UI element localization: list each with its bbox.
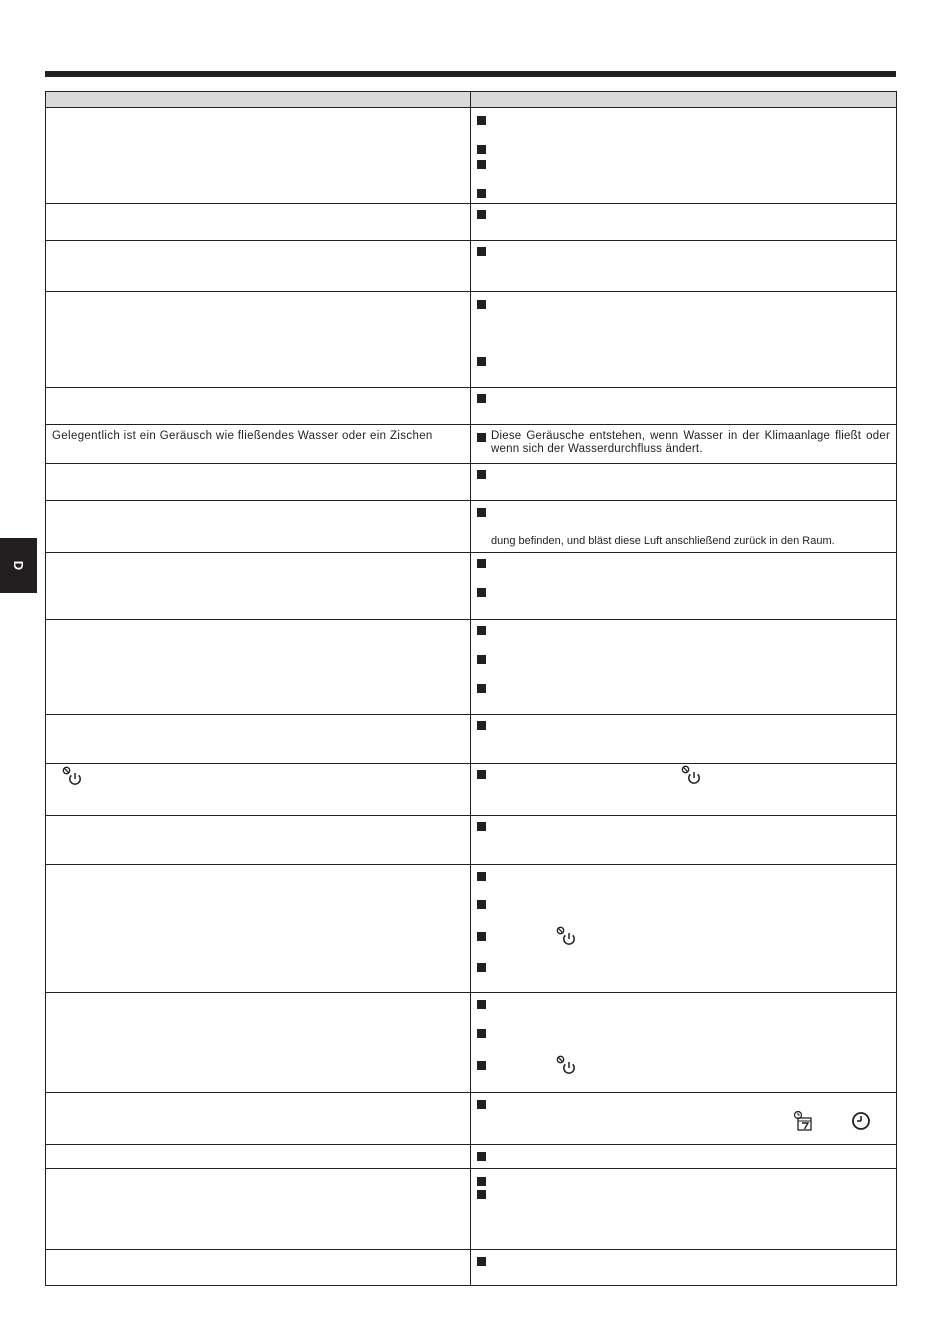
timer-off-power-icon bbox=[556, 926, 576, 946]
bullet-icon bbox=[477, 626, 486, 635]
troubleshooting-table bbox=[45, 91, 897, 1286]
explanation-cell bbox=[471, 1169, 896, 1249]
bullet-icon bbox=[477, 357, 486, 366]
explanation-cell bbox=[471, 464, 896, 500]
symptom-cell bbox=[46, 993, 470, 1092]
bullet-icon bbox=[477, 508, 486, 517]
weekly-timer-icon bbox=[793, 1110, 815, 1132]
bullet-icon bbox=[477, 1152, 486, 1161]
explanation-cell bbox=[471, 993, 896, 1092]
explanation-cell bbox=[471, 241, 896, 291]
timer-off-power-icon bbox=[556, 1055, 576, 1075]
symptom-cell bbox=[46, 1145, 470, 1168]
explanation-column-header bbox=[471, 92, 897, 108]
symptom-cell bbox=[46, 204, 470, 240]
explanation-cell bbox=[471, 816, 896, 864]
explanation-cell bbox=[471, 865, 896, 992]
table-row bbox=[46, 501, 897, 553]
table-row bbox=[46, 204, 897, 241]
bullet-icon bbox=[477, 932, 486, 941]
bullet-icon bbox=[477, 1000, 486, 1009]
symptom-cell bbox=[46, 241, 470, 291]
symptom-cell bbox=[46, 425, 470, 463]
clock-icon bbox=[851, 1111, 871, 1131]
side-tab-label: D bbox=[10, 560, 26, 571]
explanation-cell bbox=[471, 501, 896, 552]
symptom-text: Gelegentlich ist ein Geräusch wie fließendes Wasser oder ein Zischen bbox=[52, 430, 433, 442]
table-row bbox=[46, 464, 897, 501]
timer-off-power-icon bbox=[681, 765, 701, 785]
explanation-continuation-text: dung befinden, und bläst diese Luft anschließend zurück in den Raum. bbox=[491, 535, 835, 547]
symptom-cell bbox=[46, 865, 470, 992]
language-side-tab bbox=[0, 538, 37, 593]
bullet-icon bbox=[477, 210, 486, 219]
bullet-icon bbox=[477, 433, 486, 442]
symptom-cell bbox=[46, 1169, 470, 1249]
table-row bbox=[46, 764, 897, 816]
bullet-icon bbox=[477, 1257, 486, 1266]
bullet-icon bbox=[477, 247, 486, 256]
explanation-cell bbox=[471, 108, 896, 203]
explanation-cell bbox=[471, 292, 896, 387]
table-row bbox=[46, 108, 897, 204]
table-row bbox=[46, 1250, 897, 1286]
symptom-cell bbox=[46, 553, 470, 619]
table-row bbox=[46, 1093, 897, 1145]
symptom-cell bbox=[46, 501, 470, 552]
table-row bbox=[46, 1169, 897, 1250]
bullet-icon bbox=[477, 900, 486, 909]
bullet-icon bbox=[477, 189, 486, 198]
bullet-icon bbox=[477, 963, 486, 972]
table-row bbox=[46, 241, 897, 292]
table-row bbox=[46, 553, 897, 620]
timer-off-power-icon bbox=[62, 766, 82, 786]
bullet-icon bbox=[477, 559, 486, 568]
table-row bbox=[46, 715, 897, 764]
symptom-cell bbox=[46, 1250, 470, 1285]
symptom-cell bbox=[46, 292, 470, 387]
bullet-icon bbox=[477, 822, 486, 831]
symptom-cell bbox=[46, 1093, 470, 1144]
bullet-icon bbox=[477, 684, 486, 693]
bullet-icon bbox=[477, 1177, 486, 1186]
symptom-cell bbox=[46, 464, 470, 500]
explanation-cell bbox=[471, 425, 896, 463]
symptom-cell bbox=[46, 388, 470, 424]
symptom-cell bbox=[46, 108, 470, 203]
bullet-icon bbox=[477, 300, 486, 309]
bullet-icon bbox=[477, 588, 486, 597]
symptom-cell bbox=[46, 764, 470, 815]
explanation-cell bbox=[471, 715, 896, 763]
explanation-cell bbox=[471, 553, 896, 619]
table-row bbox=[46, 865, 897, 993]
table-header-row bbox=[46, 92, 897, 108]
explanation-text: Diese Geräusche entstehen, wenn Wasser in der Klimaanlage fließt oder wenn sich der Wasserdurchfluss ändert. bbox=[491, 430, 890, 455]
symptom-cell bbox=[46, 620, 470, 714]
explanation-cell bbox=[471, 764, 896, 815]
symptom-cell bbox=[46, 816, 470, 864]
explanation-cell bbox=[471, 388, 896, 424]
bullet-icon bbox=[477, 1061, 486, 1070]
table-row bbox=[46, 1145, 897, 1169]
bullet-icon bbox=[477, 116, 486, 125]
table-row bbox=[46, 388, 897, 425]
bullet-icon bbox=[477, 1029, 486, 1038]
bullet-icon bbox=[477, 394, 486, 403]
explanation-cell bbox=[471, 204, 896, 240]
header-rule bbox=[45, 71, 896, 77]
explanation-cell bbox=[471, 1093, 896, 1144]
bullet-icon bbox=[477, 1100, 486, 1109]
bullet-icon bbox=[477, 1190, 486, 1199]
table-row bbox=[46, 292, 897, 388]
symptom-cell bbox=[46, 715, 470, 763]
bullet-icon bbox=[477, 872, 486, 881]
explanation-cell bbox=[471, 1250, 896, 1285]
explanation-cell bbox=[471, 1145, 896, 1168]
bullet-icon bbox=[477, 770, 486, 779]
table-row bbox=[46, 816, 897, 865]
bullet-icon bbox=[477, 721, 486, 730]
bullet-icon bbox=[477, 145, 486, 154]
table-row bbox=[46, 425, 897, 464]
bullet-icon bbox=[477, 160, 486, 169]
bullet-icon bbox=[477, 655, 486, 664]
bullet-icon bbox=[477, 470, 486, 479]
table-row bbox=[46, 993, 897, 1093]
table-row bbox=[46, 620, 897, 715]
explanation-cell bbox=[471, 620, 896, 714]
symptom-column-header bbox=[46, 92, 471, 108]
